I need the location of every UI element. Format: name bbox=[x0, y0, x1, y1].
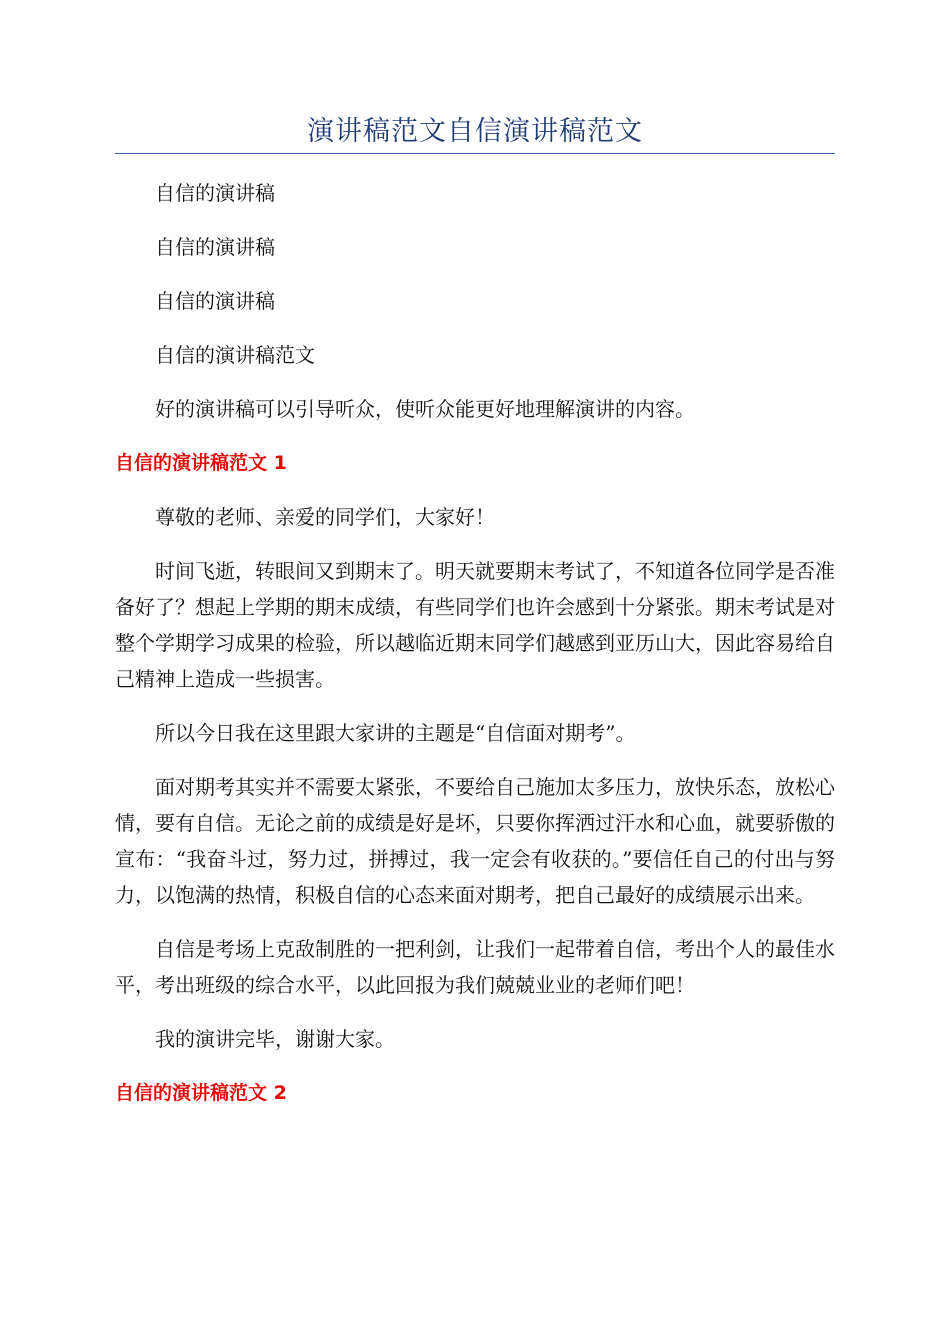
section-heading-2: 自信的演讲稿范文 2 bbox=[115, 1082, 287, 1104]
intro-line-1: 自信的演讲稿 bbox=[155, 181, 275, 205]
body-paragraph-1: 时间飞逝，转眼间又到期末了。明天就要期末考试了，不知道各位同学是否准备好了？想起上学期的期末成绩，有些同学们也许会感到十分紧张。期末考试是对整个学期学习成果的检验，所以越临近期末同学们越感到亚历山大，因此容易给自己精神上造成一些损害。 bbox=[115, 559, 835, 691]
intro-line-2: 自信的演讲稿 bbox=[155, 235, 275, 259]
body-paragraph-3: 面对期考其实并不需要太紧张，不要给自己施加太多压力，放快乐态，放松心情，要有自信。无论之前的成绩是好是坏，只要你挥洒过汗水和心血，就要骄傲的宣布：“我奋斗过，努力过，拼搏过，我一定会有收获的。”要信任自己的付出与努力，以饱满的热情，积极自信的心态来面对期考，把自己最好的成绩展示出来。 bbox=[115, 775, 835, 907]
document-body bbox=[115, 175, 835, 1129]
body-paragraph-4: 自信是考场上克敌制胜的一把利剑，让我们一起带着自信，考出个人的最佳水平，考出班级的综合水平，以此回报为我们兢兢业业的老师们吧！ bbox=[115, 937, 835, 997]
title-underline bbox=[115, 153, 835, 154]
intro-line-4: 自信的演讲稿范文 bbox=[155, 343, 315, 367]
intro-line-3: 自信的演讲稿 bbox=[155, 289, 275, 313]
intro-summary: 好的演讲稿可以引导听众，使听众能更好地理解演讲的内容。 bbox=[155, 397, 695, 421]
greeting: 尊敬的老师、亲爱的同学们，大家好！ bbox=[155, 505, 495, 529]
section-heading-1: 自信的演讲稿范文 1 bbox=[115, 452, 287, 474]
body-paragraph-2: 所以今日我在这里跟大家讲的主题是“自信面对期考”。 bbox=[155, 721, 636, 745]
document-title: 演讲稿范文自信演讲稿范文 bbox=[307, 116, 643, 147]
closing: 我的演讲完毕，谢谢大家。 bbox=[155, 1027, 395, 1051]
